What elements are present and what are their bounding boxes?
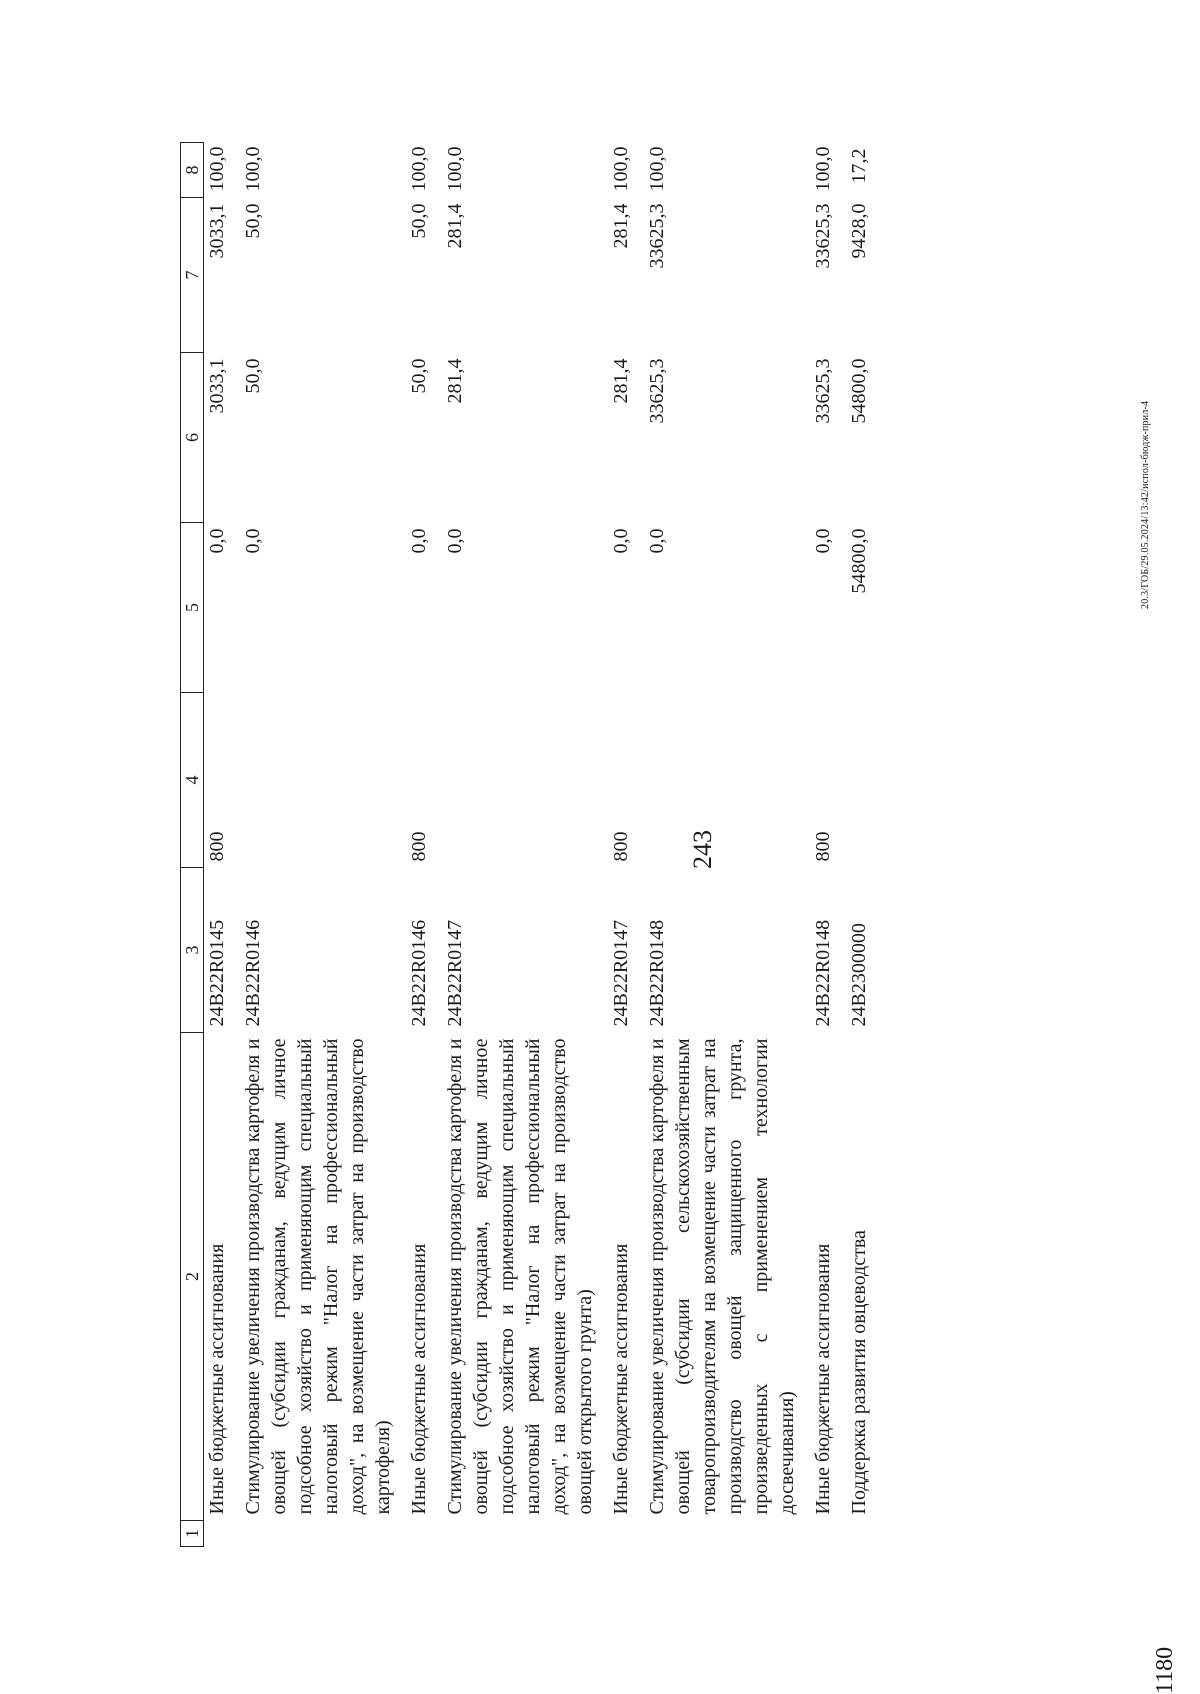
row-number-cell	[844, 1521, 892, 1547]
target-code-cell: 24В22R0145	[206, 919, 228, 1027]
header-col-4: 4	[181, 693, 204, 868]
row-number-cell	[606, 1521, 642, 1547]
description-cell: Стимулирование увеличения производства картофеля и овощей (субсидии гражданам, ведущим личное подсобное хозяйство и применяющим специальный налоговый режим "Налог на профессиональный доход", на возмещение части затрат на производство картофеля)	[242, 1038, 394, 1515]
table-row	[844, 143, 892, 1547]
row-number-cell	[440, 1521, 606, 1547]
value-col-6-cell: 3033,1	[206, 358, 228, 414]
expense-type-cell	[844, 693, 892, 868]
description-cell: Иные бюджетные ассигнования	[408, 1243, 430, 1515]
expense-type-cell	[238, 693, 404, 868]
target-code-cell: 24В22R0148	[646, 919, 668, 1027]
description-cell: Иные бюджетные ассигнования	[610, 1243, 632, 1515]
table-row	[238, 143, 404, 1547]
expense-type-cell	[642, 693, 808, 868]
value-col-7-cell: 3033,1	[206, 203, 228, 259]
value-col-5-cell: 0,0	[646, 528, 668, 554]
value-col-7-cell: 33625,3	[646, 203, 668, 269]
header-col-1: 1	[181, 1521, 204, 1547]
row-number-cell	[642, 1521, 808, 1547]
document-footer-code: 20.3/ГОБ/29.05.2024/13:42/испол-бюдж-прил-4	[1140, 400, 1151, 609]
expense-type-cell: 800	[408, 831, 430, 862]
row-number-cell	[204, 1521, 239, 1547]
sheet-number: 1180	[1152, 1646, 1178, 1694]
value-col-6-cell: 33625,3	[812, 358, 834, 424]
value-col-7-cell: 33625,3	[812, 203, 834, 269]
value-col-5-cell: 54800,0	[848, 528, 870, 594]
percent-cell: 100,0	[812, 146, 834, 192]
expense-type-cell: 800	[812, 831, 834, 862]
header-col-6: 6	[181, 353, 204, 523]
value-col-6-cell: 50,0	[242, 358, 264, 394]
row-number-cell	[808, 1521, 844, 1547]
value-col-5-cell: 0,0	[206, 528, 228, 554]
percent-cell: 100,0	[242, 146, 264, 192]
table-row	[808, 143, 844, 1547]
description-cell: Поддержка развития овцеводства	[848, 1230, 870, 1515]
table-row	[404, 143, 440, 1547]
value-col-6-cell: 281,4	[444, 358, 466, 404]
page-number: 243	[688, 830, 717, 869]
target-code-cell: 24В22R0147	[444, 919, 466, 1027]
percent-cell: 100,0	[206, 146, 228, 192]
percent-cell: 17,2	[848, 148, 870, 184]
description-cell: Иные бюджетные ассигнования	[206, 1243, 228, 1515]
expense-type-cell: 800	[206, 831, 228, 862]
percent-cell: 100,0	[408, 146, 430, 192]
header-col-2: 2	[181, 1033, 204, 1521]
value-col-5-cell: 0,0	[444, 528, 466, 554]
percent-cell: 100,0	[444, 146, 466, 192]
value-col-7-cell: 50,0	[408, 203, 430, 239]
value-col-6-cell: 281,4	[610, 358, 632, 404]
expense-type-cell: 800	[610, 831, 632, 862]
table-row	[642, 143, 808, 1547]
value-col-5-cell: 0,0	[408, 528, 430, 554]
value-col-6-cell: 54800,0	[848, 358, 870, 424]
header-col-5: 5	[181, 523, 204, 693]
target-code-cell: 24В22R0146	[408, 919, 430, 1027]
value-col-5-cell: 0,0	[812, 528, 834, 554]
target-code-cell: 24В22R0146	[242, 919, 264, 1027]
target-code-cell: 24В22R0148	[812, 919, 834, 1027]
target-code-cell: 24В22R0147	[610, 919, 632, 1027]
table-row	[440, 143, 606, 1547]
row-number-cell	[238, 1521, 404, 1547]
header-row	[181, 143, 204, 1547]
value-col-7-cell: 50,0	[242, 203, 264, 239]
expense-type-cell	[440, 693, 606, 868]
percent-cell: 100,0	[610, 146, 632, 192]
value-col-6-cell: 33625,3	[646, 358, 668, 424]
value-col-5-cell: 0,0	[242, 528, 264, 554]
header-col-7: 7	[181, 198, 204, 353]
header-col-3: 3	[181, 868, 204, 1033]
row-number-cell	[404, 1521, 440, 1547]
target-code-cell: 24В2300000	[848, 923, 870, 1027]
description-cell: Стимулирование увеличения производства картофеля и овощей (субсидии гражданам, ведущим личное подсобное хозяйство и применяющим специальный налоговый режим "Налог на профессиональный доход", на возмещение части затрат на производство овощей открытого грунта)	[444, 1038, 596, 1515]
budget-table	[180, 142, 892, 1547]
description-cell: Иные бюджетные ассигнования	[812, 1243, 834, 1515]
value-col-5-cell: 0,0	[610, 528, 632, 554]
header-col-8: 8	[181, 143, 204, 198]
value-col-7-cell: 281,4	[444, 203, 466, 249]
percent-cell: 100,0	[646, 146, 668, 192]
value-col-7-cell: 9428,0	[848, 203, 870, 259]
value-col-7-cell: 281,4	[610, 203, 632, 249]
description-cell: Стимулирование увеличения производства картофеля и овощей (субсидии сельскохозяйственным товаропроизводителям на возмещение части затрат на производство овощей защищенного грунта, произведенных с применением технологии досвечивания)	[646, 1038, 798, 1515]
value-col-6-cell: 50,0	[408, 358, 430, 394]
table-row	[606, 143, 642, 1547]
table-row	[204, 143, 239, 1547]
